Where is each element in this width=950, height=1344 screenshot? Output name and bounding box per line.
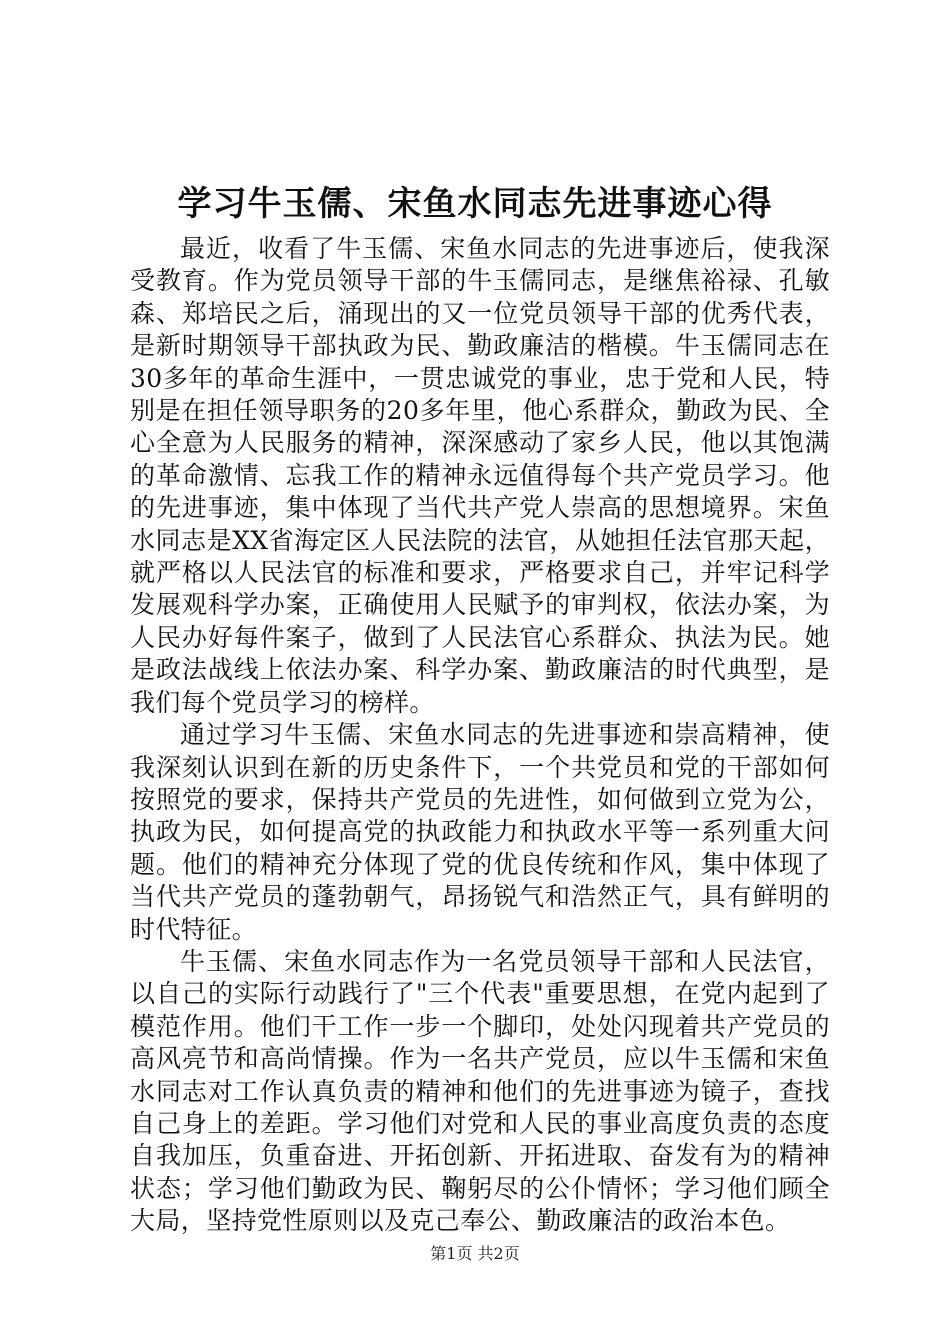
document-body: [130, 233, 830, 1238]
paragraph-1: 最近，收看了牛玉儒、宋鱼水同志的先进事迹后，使我深受教育。作为党员领导干部的牛玉儒同志，是继焦裕禄、孔敏森、郑培民之后，涌现出的又一位党员领导干部的优秀代表，是新时期领导干部执政为民、勤政廉洁的楷模。牛玉儒同志在30多年的革命生涯中，一贯忠诚党的事业，忠于党和人民，特别是在担任领导职务的20多年里，他心系群众，勤政为民、全心全意为人民服务的精神，深深感动了家乡人民，他以其饱满的革命激情、忘我工作的精神永远值得每个共产党员学习。他的先进事迹，集中体现了当代共产党人崇高的思想境界。宋鱼水同志是XX省海定区人民法院的法官，从她担任法官那天起，就严格以人民法官的标准和要求，严格要求自己，并牢记科学发展观科学办案，正确使用人民赋予的审判权，依法办案，为人民办好每件案子，做到了人民法官心系群众、执法为民。她是政法战线上依法办案、科学办案、勤政廉洁的时代典型，是我们每个党员学习的榜样。: [130, 234, 830, 717]
document-title: 学习牛玉儒、宋鱼水同志先进事迹心得: [177, 184, 773, 224]
page-number-footer: 第1页 共2页: [430, 1244, 520, 1263]
paragraph-3: 牛玉儒、宋鱼水同志作为一名党员领导干部和人民法官，以自己的实际行动践行了"三个代表"重要思想，在党内起到了模范作用。他们干工作一步一个脚印，处处闪现着共产党员的高风亮节和高尚情操。作为一名共产党员，应以牛玉儒和宋鱼水同志对工作认真负责的精神和他们的先进事迹为镜子，查找自己身上的差距。学习他们对党和人民的事业高度负责的态度自我加压，负重奋进、开拓创新、开拓进取、奋发有为的精神状态；学习他们勤政为民、鞠躬尽的公仆情怀；学习他们顾全大局，坚持党性原则以及克己奉公、勤政廉洁的政治本色。: [130, 946, 830, 1236]
paragraph-2: 通过学习牛玉儒、宋鱼水同志的先进事迹和崇高精神，使我深刻认识到在新的历史条件下，一个共党员和党的干部如何按照党的要求，保持共产党员的先进性，如何做到立党为公，执政为民，如何提高党的执政能力和执政水平等一系列重大问题。他们的精神充分体现了党的优良传统和作风，集中体现了当代共产党员的蓬勃朝气，昂扬锐气和浩然正气，具有鲜明的时代特征。: [130, 720, 830, 944]
